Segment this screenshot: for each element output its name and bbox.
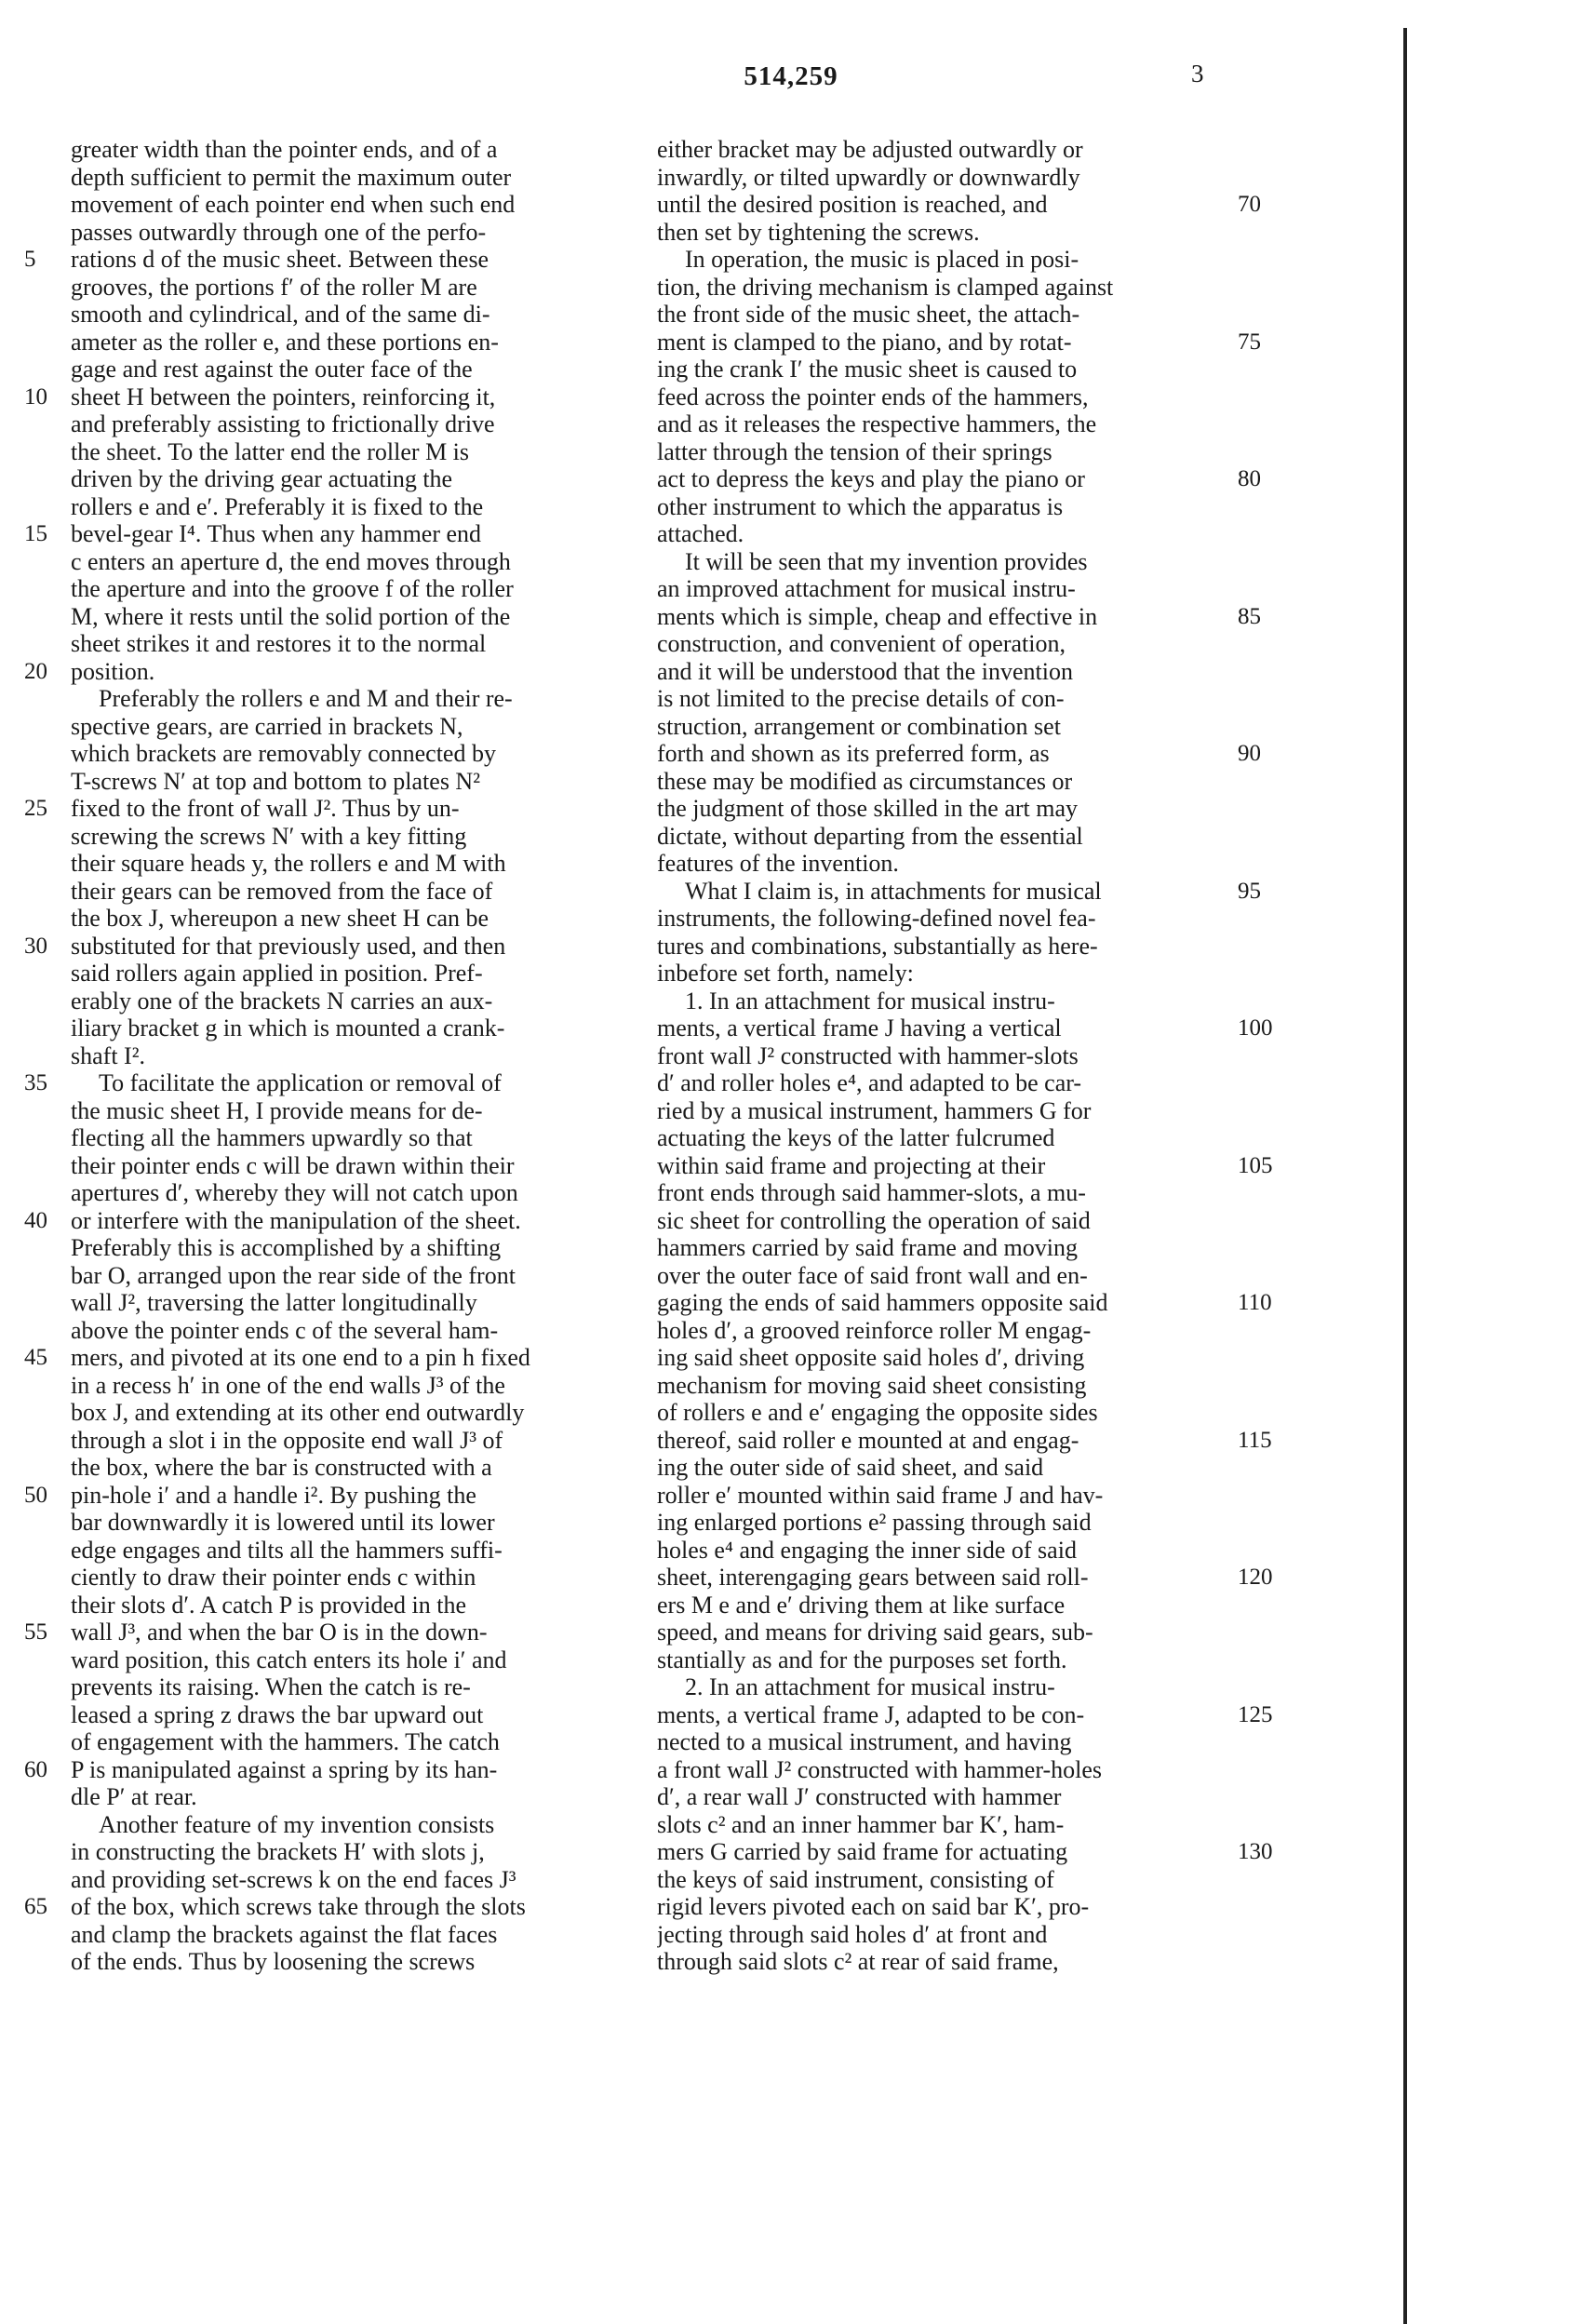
text-line: roller e′ mounted within said frame J and hav-	[657, 1481, 1104, 1509]
left-text-column	[71, 136, 633, 1976]
text-line: bar O, arranged upon the rear side of the front	[71, 1261, 516, 1289]
text-line: tures and combinations, substantially as here-	[657, 932, 1098, 960]
text-line: edge engages and tilts all the hammers suffi-	[71, 1536, 503, 1564]
line-number: 25	[24, 796, 47, 821]
text-line: bevel-gear I⁴. Thus when any hammer end	[71, 520, 482, 547]
text-line: movement of each pointer end when such end	[71, 191, 516, 218]
text-line: wall J², traversing the latter longitudinally	[71, 1289, 477, 1316]
text-line: sic sheet for controlling the operation of said	[657, 1206, 1091, 1234]
text-line: within said frame and projecting at their	[657, 1151, 1046, 1179]
line-number: 105	[1238, 1152, 1273, 1178]
text-line: Preferably this is accomplished by a shifting	[71, 1234, 502, 1261]
text-line: holes d′, a grooved reinforce roller M engag-	[657, 1316, 1092, 1344]
text-line: their slots d′. A catch P is provided in the	[71, 1591, 467, 1619]
text-line: feed across the pointer ends of the hammers,	[657, 383, 1089, 410]
text-line: sheet H between the pointers, reinforcing it,	[71, 383, 496, 410]
line-number: 125	[1238, 1701, 1273, 1727]
line-number: 35	[24, 1070, 47, 1095]
text-line: jecting through said holes d′ at front and	[657, 1920, 1048, 1948]
text-line: mers, and pivoted at its one end to a pin h fixed	[71, 1344, 530, 1371]
text-line: Preferably the rollers e and M and their re-	[99, 685, 513, 712]
text-line: gaging the ends of said hammers opposite said	[657, 1289, 1108, 1316]
text-line: holes e⁴ and engaging the inner side of said	[657, 1536, 1077, 1564]
text-line: sheet strikes it and restores it to the normal	[71, 630, 487, 657]
text-line: of rollers e and e′ engaging the opposite sides	[657, 1399, 1098, 1426]
line-number: 30	[24, 933, 47, 959]
text-line: through a slot i in the opposite end wall J³ of	[71, 1426, 503, 1454]
text-line: or interfere with the manipulation of the sheet.	[71, 1206, 521, 1234]
text-line: 1. In an attachment for musical instru-	[685, 987, 1055, 1014]
text-line: the music sheet H, I provide means for de-	[71, 1096, 483, 1124]
text-line: these may be modified as circumstances or	[657, 767, 1073, 795]
text-line: flecting all the hammers upwardly so that	[71, 1124, 473, 1151]
text-line: M, where it rests until the solid portion of the	[71, 602, 511, 630]
right-text-column	[657, 136, 1219, 1976]
text-line: is not limited to the precise details of con-	[657, 685, 1065, 712]
text-line: T-screws N′ at top and bottom to plates N²	[71, 767, 481, 795]
text-line: rigid levers pivoted each on said bar K′, pro-	[657, 1893, 1090, 1920]
text-line: act to depress the keys and play the piano or	[657, 465, 1085, 492]
text-line: ments, a vertical frame J having a vertical	[657, 1014, 1062, 1041]
text-line: mechanism for moving said sheet consisting	[657, 1371, 1087, 1399]
text-line: ing said sheet opposite said holes d′, driving	[657, 1344, 1085, 1371]
text-line: passes outwardly through one of the perfo-	[71, 218, 487, 246]
text-line: pin-hole i′ and a handle i². By pushing the	[71, 1481, 476, 1509]
line-number: 100	[1238, 1015, 1273, 1041]
text-line: depth sufficient to permit the maximum outer	[71, 163, 512, 191]
line-number: 75	[1238, 329, 1261, 355]
text-line: speed, and means for driving said gears, sub-	[657, 1619, 1093, 1646]
text-line: sheet, interengaging gears between said roll-	[657, 1564, 1089, 1591]
text-line: the keys of said instrument, consisting of	[657, 1865, 1054, 1893]
text-line: ments, a vertical frame J, adapted to be con-	[657, 1700, 1085, 1728]
text-line: driven by the driving gear actuating the	[71, 465, 453, 492]
text-line: tion, the driving mechanism is clamped against	[657, 273, 1114, 301]
line-number: 95	[1238, 878, 1261, 904]
text-line: ing the crank I′ the music sheet is caused to	[657, 356, 1078, 383]
text-line: grooves, the portions f′ of the roller M are	[71, 273, 477, 301]
text-line: above the pointer ends c of the several ham-	[71, 1316, 499, 1344]
line-number: 50	[24, 1482, 47, 1508]
patent-number: 514,259	[744, 61, 838, 91]
text-line: bar downwardly it is lowered until its lower	[71, 1509, 495, 1536]
text-line: To facilitate the application or removal of	[99, 1069, 502, 1096]
text-line: leased a spring z draws the bar upward out	[71, 1700, 484, 1728]
line-number: 20	[24, 658, 47, 684]
text-line: said rollers again applied in position. Pref-	[71, 960, 483, 987]
text-line: and providing set-screws k on the end faces J³	[71, 1865, 516, 1893]
text-line: then set by tightening the screws.	[657, 218, 980, 246]
text-line: mers G carried by said frame for actuating	[657, 1838, 1068, 1865]
text-line: Another feature of my invention consists	[99, 1810, 495, 1838]
line-number: 90	[1238, 741, 1261, 766]
line-number: 55	[24, 1619, 47, 1645]
text-line: inbefore set forth, namely:	[657, 960, 914, 987]
text-line: greater width than the pointer ends, and of a	[71, 136, 498, 163]
text-line: ment is clamped to the piano, and by rotat-	[657, 328, 1072, 356]
line-number: 130	[1238, 1839, 1273, 1864]
text-line: and preferably assisting to frictionally drive	[71, 410, 495, 437]
line-number: 45	[24, 1345, 47, 1370]
page-edge-rule	[1403, 28, 1407, 2324]
text-line: of the ends. Thus by loosening the screws	[71, 1948, 476, 1975]
text-line: ing enlarged portions e² passing through said	[657, 1509, 1092, 1536]
line-number: 70	[1238, 192, 1261, 217]
text-line: in a recess h′ in one of the end walls J³ of the	[71, 1371, 505, 1399]
text-line: nected to a musical instrument, and having	[657, 1728, 1072, 1755]
line-number: 80	[1238, 466, 1261, 491]
text-line: their square heads y, the rollers e and M with	[71, 850, 506, 877]
text-line: the sheet. To the latter end the roller M is	[71, 437, 470, 465]
text-line: their gears can be removed from the face of	[71, 877, 493, 905]
text-line: and clamp the brackets against the flat faces	[71, 1920, 498, 1948]
text-line: thereof, said roller e mounted at and engag-	[657, 1426, 1079, 1454]
line-number: 15	[24, 521, 47, 546]
text-line: erably one of the brackets N carries an aux-	[71, 987, 493, 1014]
text-line: ameter as the roller e, and these portions en-	[71, 328, 499, 356]
text-line: an improved attachment for musical instru-	[657, 575, 1076, 602]
text-line: substituted for that previously used, and then	[71, 932, 506, 960]
text-line: What I claim is, in attachments for musical	[685, 877, 1102, 905]
text-line: a front wall J² constructed with hammer-holes	[657, 1755, 1103, 1783]
text-line: attached.	[657, 520, 744, 547]
line-number: 60	[24, 1756, 47, 1782]
text-line: through said slots c² at rear of said frame,	[657, 1948, 1059, 1975]
text-line: d′, a rear wall J′ constructed with hammer	[657, 1783, 1062, 1810]
text-line: prevents its raising. When the catch is re-	[71, 1673, 471, 1700]
text-line: and it will be understood that the invention	[657, 657, 1073, 685]
text-line: ments which is simple, cheap and effective in	[657, 602, 1098, 630]
text-line: which brackets are removably connected by	[71, 740, 496, 767]
text-line: box J, and extending at its other end outwardly	[71, 1399, 525, 1426]
text-line: shaft I².	[71, 1041, 145, 1069]
line-number: 85	[1238, 603, 1261, 629]
line-number: 10	[24, 383, 47, 410]
text-line: forth and shown as its preferred form, as	[657, 740, 1050, 767]
text-line: screwing the screws N′ with a key fitting	[71, 822, 467, 850]
text-line: in constructing the brackets H′ with slots j,	[71, 1838, 485, 1865]
text-line: front ends through said hammer-slots, a mu-	[657, 1179, 1086, 1206]
text-line: gage and rest against the outer face of the	[71, 356, 473, 383]
text-line: c enters an aperture d, the end moves through	[71, 547, 511, 575]
text-line: ers M e and e′ driving them at like surface	[657, 1591, 1066, 1619]
text-line: their pointer ends c will be drawn within their	[71, 1151, 515, 1179]
text-line: the front side of the music sheet, the attach-	[657, 301, 1080, 328]
text-line: the judgment of those skilled in the art may	[657, 795, 1079, 822]
text-line: instruments, the following-defined novel fea-	[657, 905, 1096, 932]
text-line: and as it releases the respective hammers, the	[657, 410, 1097, 437]
text-line: ried by a musical instrument, hammers G for	[657, 1096, 1092, 1124]
text-line: In operation, the music is placed in posi-	[685, 246, 1079, 273]
text-line: front wall J² constructed with hammer-slots	[657, 1041, 1079, 1069]
text-line: construction, and convenient of operation,	[657, 630, 1066, 657]
text-line: struction, arrangement or combination set	[657, 712, 1061, 740]
text-line: position.	[71, 657, 155, 685]
text-line: dictate, without departing from the essential	[657, 822, 1083, 850]
text-line: ciently to draw their pointer ends c within	[71, 1564, 476, 1591]
text-line: spective gears, are carried in brackets N,	[71, 712, 463, 740]
text-line: of engagement with the hammers. The catch	[71, 1728, 500, 1755]
line-number: 110	[1238, 1290, 1272, 1315]
line-number: 5	[24, 247, 36, 272]
text-line: of the box, which screws take through the slots	[71, 1893, 526, 1920]
text-line: dle P′ at rear.	[71, 1783, 197, 1810]
text-line: d′ and roller holes e⁴, and adapted to be car-	[657, 1069, 1082, 1096]
text-line: the aperture and into the groove f of the roller	[71, 575, 514, 602]
line-number: 65	[24, 1894, 47, 1919]
text-line: until the desired position is reached, and	[657, 191, 1048, 218]
text-line: inwardly, or tilted upwardly or downwardly	[657, 163, 1080, 191]
text-line: features of the invention.	[657, 850, 899, 877]
text-line: other instrument to which the apparatus is	[657, 492, 1064, 520]
line-number: 120	[1238, 1565, 1273, 1590]
text-line: the box J, whereupon a new sheet H can be	[71, 905, 489, 932]
text-line: apertures d′, whereby they will not catch upon	[71, 1179, 518, 1206]
text-line: smooth and cylindrical, and of the same di-	[71, 301, 490, 328]
text-line: P is manipulated against a spring by its han-	[71, 1755, 498, 1783]
text-line: 2. In an attachment for musical instru-	[685, 1673, 1055, 1700]
text-line: hammers carried by said frame and moving	[657, 1234, 1078, 1261]
text-line: over the outer face of said front wall and en-	[657, 1261, 1088, 1289]
text-line: the box, where the bar is constructed with a	[71, 1454, 492, 1481]
text-line: fixed to the front of wall J². Thus by un-	[71, 795, 460, 822]
text-line: It will be seen that my invention provides	[685, 547, 1088, 575]
line-number: 115	[1238, 1427, 1272, 1453]
text-line: slots c² and an inner hammer bar K′, ham-	[657, 1810, 1065, 1838]
text-line: ward position, this catch enters its hole i′ and	[71, 1646, 507, 1673]
text-line: actuating the keys of the latter fulcrumed	[657, 1124, 1055, 1151]
text-line: rations d of the music sheet. Between these	[71, 246, 489, 273]
text-line: iliary bracket g in which is mounted a crank-	[71, 1014, 505, 1041]
text-line: wall J³, and when the bar O is in the down-	[71, 1619, 488, 1646]
text-line: either bracket may be adjusted outwardly or	[657, 136, 1083, 163]
text-line: rollers e and e′. Preferably it is fixed to the	[71, 492, 484, 520]
text-line: ing the outer side of said sheet, and said	[657, 1454, 1044, 1481]
page-number: 3	[1191, 60, 1204, 87]
text-line: stantially as and for the purposes set forth.	[657, 1646, 1067, 1673]
line-number: 40	[24, 1207, 47, 1233]
text-line: latter through the tension of their springs	[657, 437, 1052, 465]
